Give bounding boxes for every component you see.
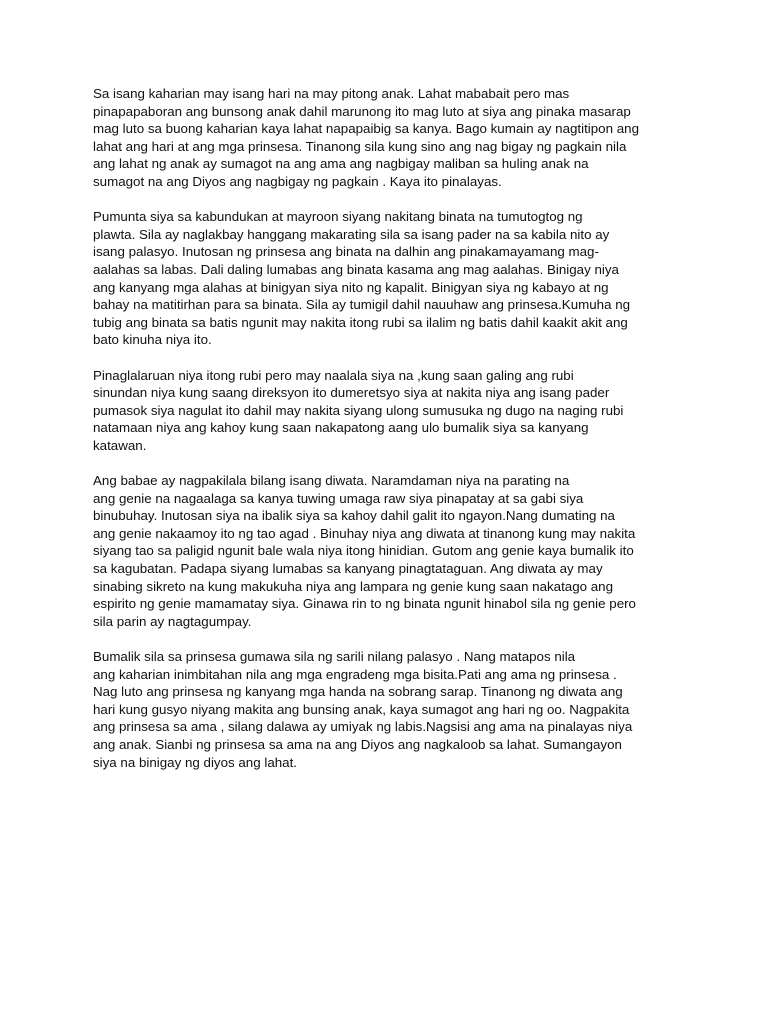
paragraph-4: Ang babae ay nagpakilala bilang isang diwata. Naramdaman niya na parating na ang genie na nagaalaga sa kanya tuwing umaga raw siya pinapatay at sa gabi siya binubuhay. Inutosan siya na ibalik siya sa kahoy dahil galit ito ngayon.Nang dumating na ang genie nakaamoy ito ng tao agad . Binuhay niya ang diwata at tinanong kung may nakita siyang tao sa paligid ngunit bale wala niya itong hinidian. Gutom ang genie kaya bumalik ito sa kagubatan. Padapa siyang lumabas sa kanyang pinagtataguan. Ang diwata ay may sinabing sikreto na kung makukuha niya ang lampara ng genie kung saan nakatago ang espirito ng genie mamamatay siya. Ginawa rin to ng binata ngunit hinabol sila ng genie pero sila parin ay nagtagumpay.: [93, 473, 636, 629]
paragraph-2: Pumunta siya sa kabundukan at mayroon siyang nakitang binata na tumutogtog ng plawta. Sila ay naglakbay hanggang makarating sila sa isang pader na sa kabila nito ay isang palasyo. Inutosan ng prinsesa ang binata na dalhin ang pinakamayamang mag- aalahas sa labas. Dali daling lumabas ang binata kasama ang mag aalahas. Binigay niya ang kanyang mga alahas at binigyan siya nito ng kapalit. Binigyan siya ng kabayo at ng bahay na matitirhan para sa binata. Sila ay tumigil dahil nauuhaw ang prinsesa.Kumuha ng tubig ang binata sa batis ngunit may nakita itong rubi sa ilalim ng batis dahil kaakit akit ang bato kinuha niya ito.: [93, 209, 631, 348]
paragraph-5: Bumalik sila sa prinsesa gumawa sila ng sarili nilang palasyo . Nang matapos nila ang kaharian inimbitahan nila ang mga engradeng mga bisita.Pati ang ama ng prinsesa . Nag luto ang prinsesa ng kanyang mga handa na sobrang sarap. Tinanong ng diwata ang hari kung gusyo niyang makita ang bunsing anak, kaya sumagot ang hari ng oo. Nagpakita ang prinsesa sa ama , silang dalawa ay umiyak ng labis.Nagsisi ang ama na pinalayas niya ang anak. Sianbi ng prinsesa sa ama na ang Diyos ang nagkaloob sa lahat. Sumangayon siya na binigay ng diyos ang lahat.: [93, 649, 633, 770]
paragraph-1: Sa isang kaharian may isang hari na may pitong anak. Lahat mababait pero mas pinapapaboran ang bunsong anak dahil marunong ito mag luto at siya ang pinaka masarap mag luto sa buong kaharian kaya lahat napapaibig sa kanya. Bago kumain ay nagtitipon ang lahat ang hari at ang mga prinsesa. Tinanong sila kung sino ang nag bigay ng pagkain nila ang lahat ng anak ay sumagot na ang ama ang nagbigay maliban sa huling anak na sumagot na ang Diyos ang nagbigay ng pagkain . Kaya ito pinalayas.: [93, 86, 639, 189]
paragraph-3: Pinaglalaruan niya itong rubi pero may naalala siya na ,kung saan galing ang rubi sinundan niya kung saang direksyon ito dumeretsyo siya at nakita niya ang isang pader pumasok siya nagulat ito dahil may nakita siyang ulong sumusuka ng dugo na naging rubi natamaan niya ang kahoy kung saan nakapatong aang ulo bumalik siya sa kanyang katawan.: [93, 367, 624, 453]
document-body: [93, 85, 685, 771]
